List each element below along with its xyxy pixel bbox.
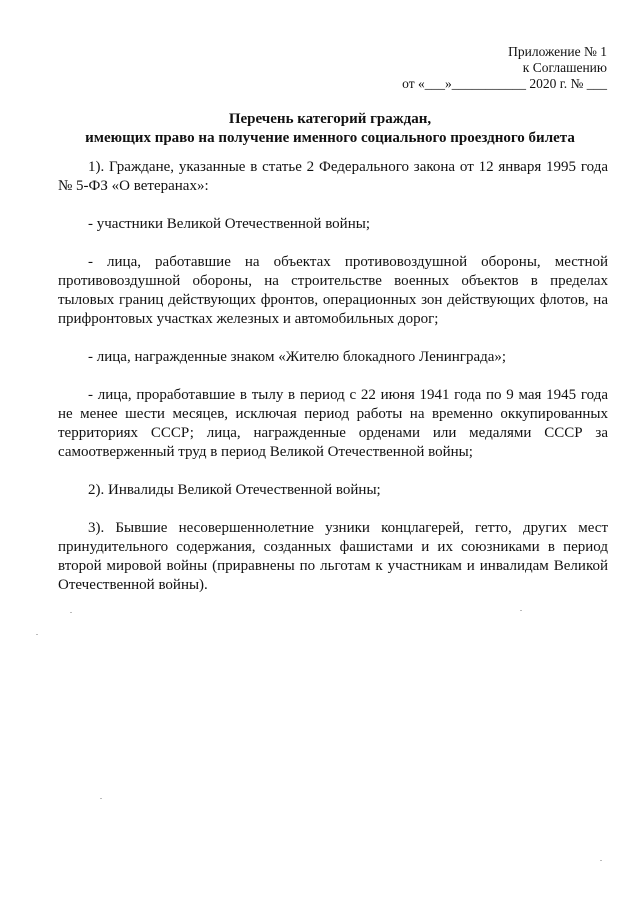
document-body bbox=[58, 158, 608, 614]
bullet-1: - участники Великой Отечественной войны; bbox=[88, 216, 370, 232]
scan-speck bbox=[100, 798, 102, 799]
title-line-1: Перечень категорий граждан, bbox=[228, 111, 432, 127]
bullet-2: - лица, работавшие на объектах противовоздушной обороны, местной противовоздушной обороны, на строительстве военных объектов в пределах тыловых границ действующих фронтов, операционных зон действующих флотов, на прифронтовых участках железных и автомобильных дорог; bbox=[58, 254, 608, 327]
paragraph-1: 1). Граждане, указанные в статье 2 Федерального закона от 12 января 1995 года № 5-ФЗ «О ветеранах»: bbox=[58, 159, 608, 194]
scan-speck bbox=[36, 634, 38, 635]
scan-speck bbox=[600, 860, 602, 861]
title-line-2: имеющих право на получение именного социального проездного билета bbox=[85, 130, 575, 146]
bullet-3: - лица, награжденные знаком «Жителю блокадного Ленинграда»; bbox=[88, 349, 507, 365]
paragraph-3: 3). Бывшие несовершеннолетние узники концлагерей, гетто, других мест принудительного содержания, созданных фашистами и их союзниками в период второй мировой войны (приравнены по льготам к участникам и инвалидам Великой Отечественной войны). bbox=[58, 520, 608, 593]
scan-speck bbox=[520, 610, 522, 611]
scan-speck bbox=[70, 612, 72, 613]
document-title bbox=[60, 110, 600, 148]
paragraph-2: 2). Инвалиды Великой Отечественной войны; bbox=[88, 482, 381, 498]
appendix-number: Приложение № 1 bbox=[508, 44, 607, 59]
appendix-agreement: к Соглашению bbox=[522, 60, 607, 75]
appendix-date-number: от «___»___________ 2020 г. № ___ bbox=[402, 76, 607, 91]
bullet-4: - лица, проработавшие в тылу в период с 22 июня 1941 года по 9 мая 1945 года не менее шести месяцев, исключая период работы на временно оккупированных территориях СССР; лица, награжденные орденами или медалями СССР за самоотверженный труд в период Великой Отечественной войны; bbox=[58, 387, 608, 460]
appendix-header bbox=[402, 44, 607, 92]
